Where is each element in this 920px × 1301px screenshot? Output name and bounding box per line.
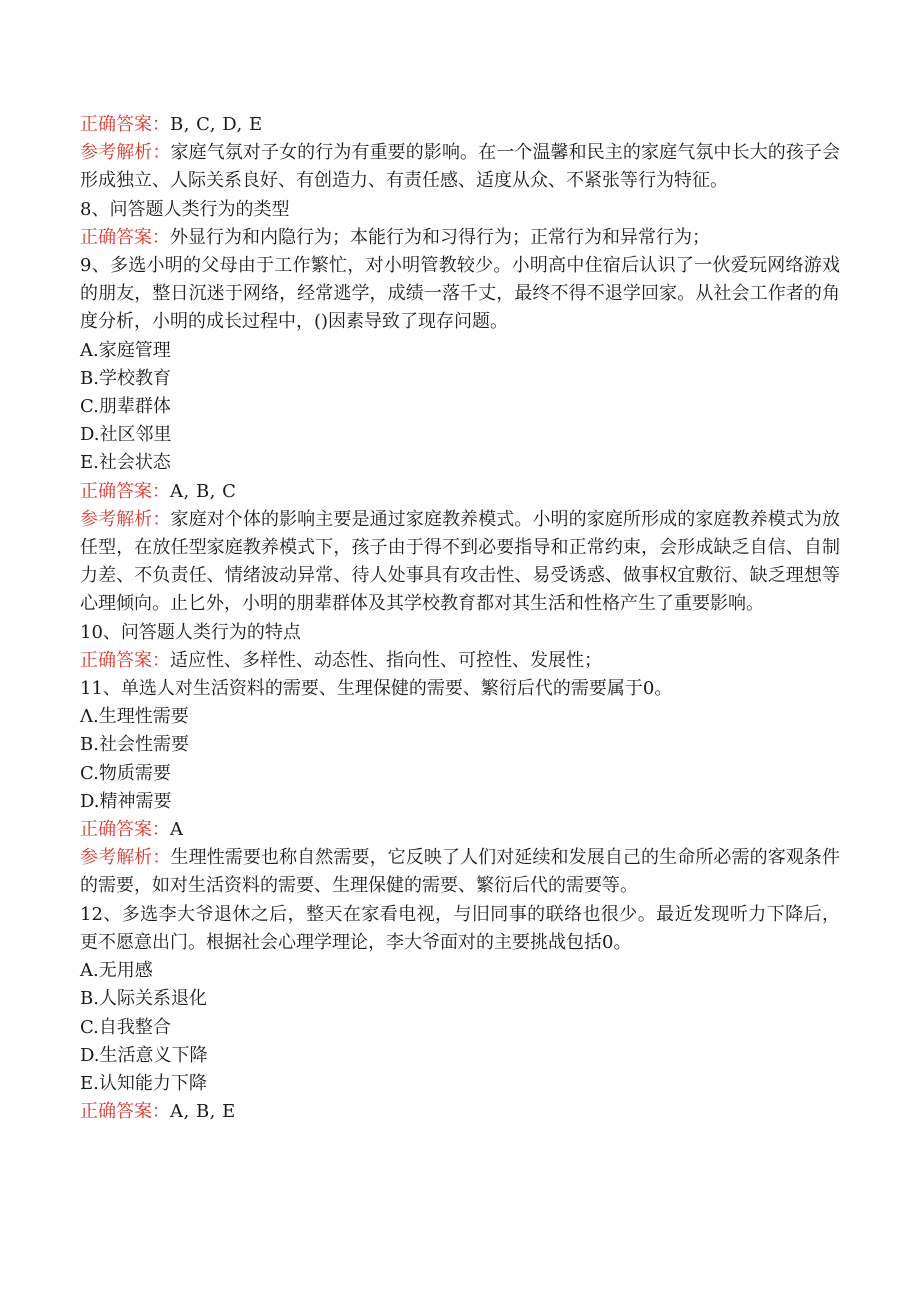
answer-label: 正确答案：: [80, 1101, 170, 1123]
analysis-text: 家庭气氛对子女的行为有重要的影响。在一个温馨和民主的家庭气氛中长大的孩子会形成独立、人际关系良好、有创造力、有责任感、适度从众、不紧张等行为特征。: [80, 142, 841, 192]
answer-label: 正确答案：: [80, 649, 170, 671]
answer-label: 正确答案：: [80, 114, 170, 135]
option-b: B.社会性需要: [80, 734, 189, 756]
option-d: D.精神需要: [80, 790, 172, 812]
analysis-label: 参考解析：: [80, 508, 171, 530]
answer-line: [80, 647, 840, 675]
option-e: E.认知能力下降: [80, 1072, 207, 1094]
option-d: D.生活意义下降: [80, 1044, 208, 1066]
answer-line: [80, 224, 840, 252]
option-b: B.学校教育: [80, 367, 171, 389]
option-a: A.无用感: [80, 960, 153, 982]
question-12: 12、多选李大爷退休之后，整天在家看电视，与旧同事的联络也很少。最近发现听力下降后，更不愿意出门。根据社会心理学理论，李大爷面对的主要挑战包括0。: [80, 903, 840, 953]
analysis-text: 家庭对个体的影响主要是通过家庭教养模式。小明的家庭所形成的家庭教养模式为放任型，在放任型家庭教养模式下，孩子由于得不到必要指导和正常约束，会形成缺乏自信、自制力差、不负责任、情绪波动异常、待人处事具有攻击性、易受诱惑、做事权宜敷衍、缺乏理想等心理倾向。止匕外，小明的朋辈群体及其学校教育都对其生活和性格产生了重要影响。: [80, 508, 841, 615]
option-b: B.人际关系退化: [80, 988, 207, 1010]
question-8: 8、问答题人类行为的类型: [80, 198, 290, 220]
analysis-text: 生理性需要也称自然需要，它反映了人们对延续和发展自己的生命所必需的客观条件的需要，如对生活资料的需要、生理保健的需要、繁衍后代的需要等。: [80, 847, 841, 897]
answer-value: 适应性、多样性、动态性、指向性、可控性、发展性；: [170, 649, 602, 671]
analysis-paragraph: [80, 506, 840, 619]
answer-value: B, C, D, E: [170, 114, 263, 135]
question-list: [80, 111, 840, 1126]
analysis-label: 参考解析：: [80, 847, 171, 869]
answer-line: [80, 478, 840, 506]
answer-line: [80, 111, 840, 139]
option-a: Λ.生理性需要: [80, 706, 189, 728]
answer-label: 正确答案：: [80, 480, 170, 502]
answer-value: A: [170, 819, 184, 841]
option-c: C.自我整合: [80, 1016, 171, 1038]
answer-line: [80, 816, 840, 844]
option-d: D.社区邻里: [80, 424, 172, 446]
analysis-label: 参考解析：: [80, 142, 171, 164]
answer-label: 正确答案：: [80, 226, 170, 248]
analysis-paragraph: [80, 139, 840, 195]
answer-value: A, B, C: [170, 480, 237, 502]
option-a: A.家庭管理: [80, 339, 171, 361]
answer-line: [80, 1098, 840, 1126]
option-c: C.物质需要: [80, 762, 171, 784]
answer-value: A, B, E: [170, 1101, 236, 1123]
question-10: 10、问答题人类行为的特点: [80, 621, 301, 643]
option-c: C.朋辈群体: [80, 396, 171, 418]
analysis-paragraph: [80, 844, 840, 900]
question-11: 11、单选人对生活资料的需要、生理保健的需要、繁衍后代的需要属于0。: [80, 678, 673, 700]
option-e: E.社会状态: [80, 452, 171, 474]
answer-value: 外显行为和内隐行为；本能行为和习得行为；正常行为和异常行为；: [170, 226, 710, 248]
question-9: 9、多选小明的父母由于工作繁忙，对小明管教较少。小明高中住宿后认识了一伙爱玩网络游戏的朋友，整日沉迷于网络，经常逃学，成绩一落千丈，最终不得不退学回家。从社会工作者的角度分析，小明的成长过程中，()因素导致了现存问题。: [80, 255, 840, 333]
answer-label: 正确答案：: [80, 819, 170, 841]
